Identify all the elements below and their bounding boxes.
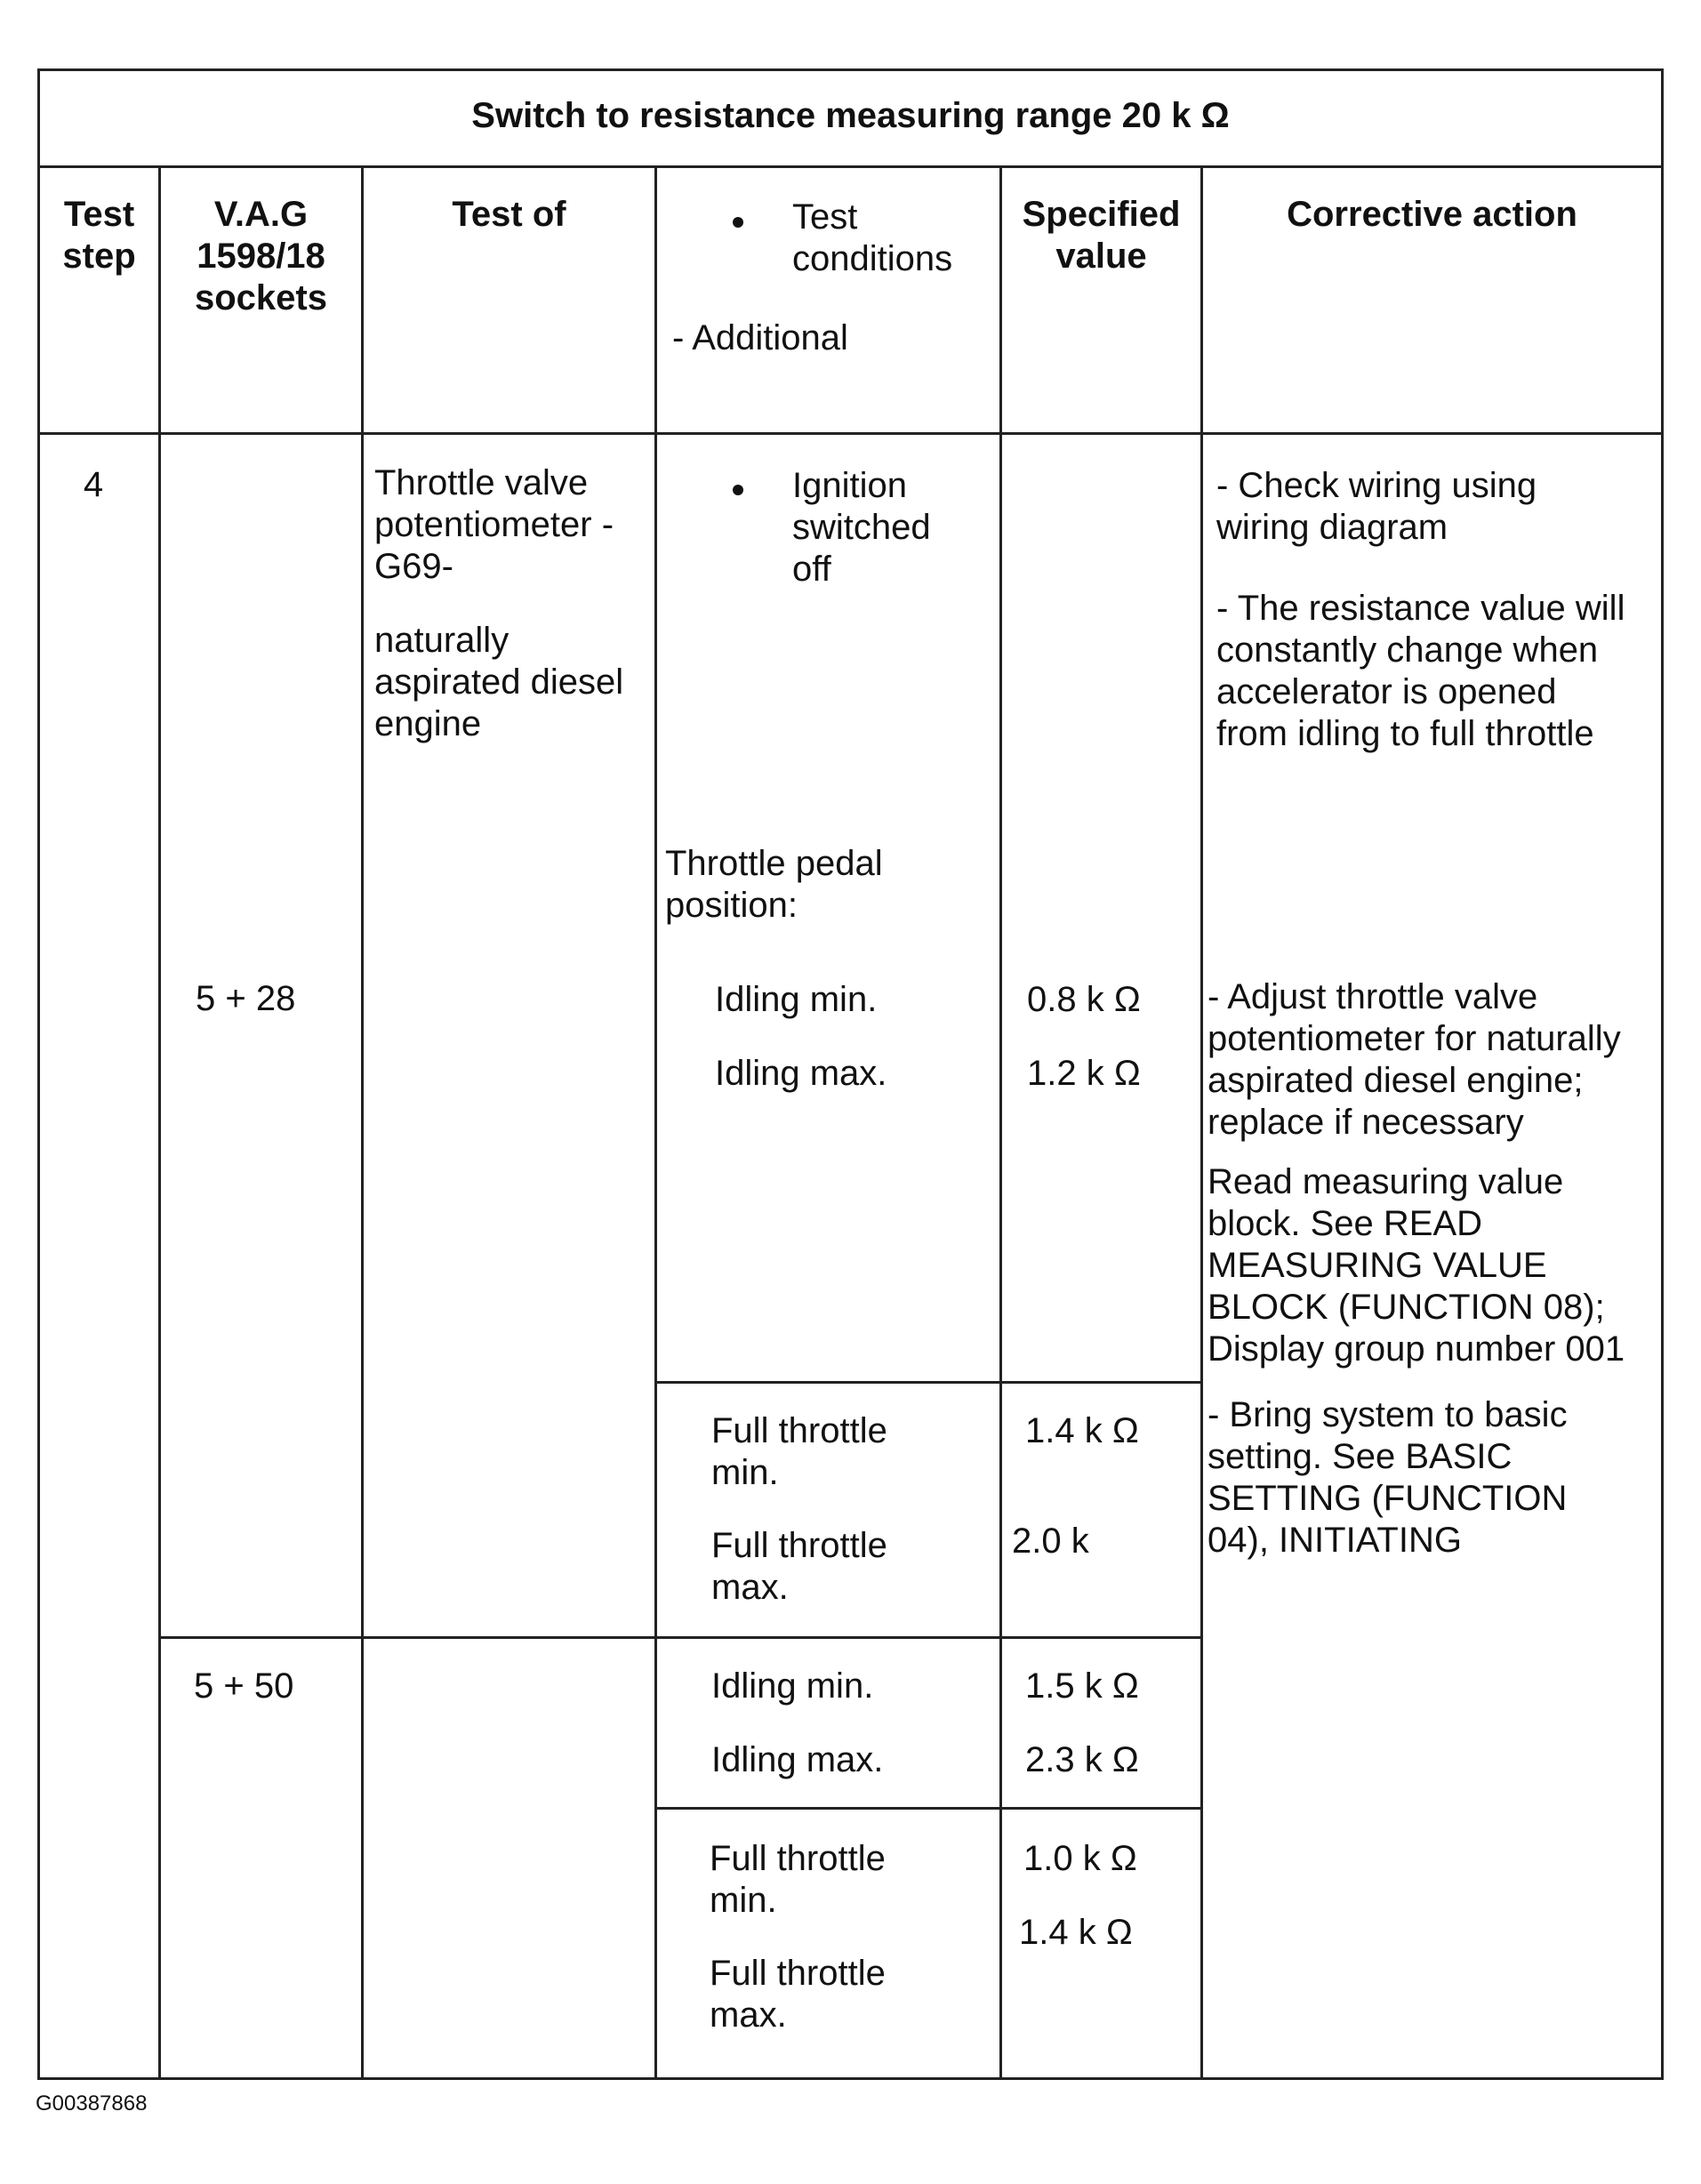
corrective-basic-setting: - Bring system to basic setting. See BASIC SETTING (FUNCTION 04), INITIATING [1208, 1395, 1568, 1560]
full-throttle-rule-1 [654, 1381, 1203, 1384]
g1-idling-min-label: Idling min. [715, 980, 878, 1019]
group-rule [158, 1636, 1203, 1639]
header-specified-value: Specified value [1022, 195, 1181, 276]
full-throttle-rule-2 [654, 1807, 1203, 1810]
g1-full-min-value: 1.4 k Ω [1025, 1411, 1139, 1450]
col-rule-4 [999, 165, 1002, 2080]
g1-idling-max-label: Idling max. [715, 1054, 887, 1093]
test-step-value: 4 [83, 465, 104, 504]
g2-full-min-label: Full throttle min. [710, 1839, 886, 1920]
col-rule-1 [158, 165, 161, 2080]
g1-full-max-value: 2.0 k [1012, 1522, 1089, 1561]
condition-pedal-position: Throttle pedal position: [665, 844, 883, 925]
header-sockets: V.A.G 1598/18 sockets [195, 195, 327, 317]
condition-ignition: Ignition switched off [792, 466, 931, 589]
test-of-component: Throttle valve potentiometer - G69- [374, 463, 614, 586]
header-rule [37, 432, 1664, 435]
g1-full-max-label: Full throttle max. [711, 1526, 887, 1607]
col-rule-5 [1200, 165, 1203, 2080]
title-rule [37, 165, 1664, 168]
g2-idling-max-label: Idling max. [711, 1740, 884, 1779]
header-test-conditions: Test conditions [792, 197, 953, 278]
image-id: G00387868 [36, 2092, 148, 2116]
g2-full-max-label: Full throttle max. [710, 1954, 886, 2035]
corrective-check-wiring: - Check wiring using wiring diagram [1216, 466, 1537, 547]
g2-idling-min-value: 1.5 k Ω [1025, 1666, 1139, 1706]
g2-full-max-value: 1.4 k Ω [1019, 1913, 1133, 1952]
g2-full-min-value: 1.0 k Ω [1023, 1839, 1137, 1878]
test-of-engine: naturally aspirated diesel engine [374, 621, 624, 743]
g2-idling-max-value: 2.3 k Ω [1025, 1740, 1139, 1779]
corrective-adjust-potentiometer: - Adjust throttle valve potentiometer for naturally aspirated diesel engine; replace if necessary [1208, 977, 1621, 1142]
header-test-step: Test step [62, 195, 136, 276]
g2-idling-min-label: Idling min. [711, 1666, 874, 1706]
corrective-resistance-change: - The resistance value will constantly change when accelerator is opened from idling to full throttle [1216, 589, 1625, 753]
table-title: Switch to resistance measuring range 20 k Ω [471, 96, 1230, 135]
bullet-icon [733, 485, 743, 495]
g1-idling-max-value: 1.2 k Ω [1027, 1054, 1141, 1093]
header-additional: - Additional [672, 318, 848, 357]
corrective-read-measuring-block: Read measuring value block. See READ MEASURING VALUE BLOCK (FUNCTION 08); Display group number 001 [1208, 1162, 1625, 1369]
header-corrective-action: Corrective action [1287, 195, 1577, 234]
bullet-icon [733, 217, 743, 228]
g1-idling-min-value: 0.8 k Ω [1027, 980, 1141, 1019]
sockets-group-2: 5 + 50 [194, 1666, 294, 1706]
sockets-group-1: 5 + 28 [196, 979, 296, 1018]
col-rule-3 [654, 165, 657, 2080]
g1-full-min-label: Full throttle min. [711, 1411, 887, 1492]
col-rule-2 [361, 165, 364, 2080]
header-test-of: Test of [452, 195, 566, 234]
